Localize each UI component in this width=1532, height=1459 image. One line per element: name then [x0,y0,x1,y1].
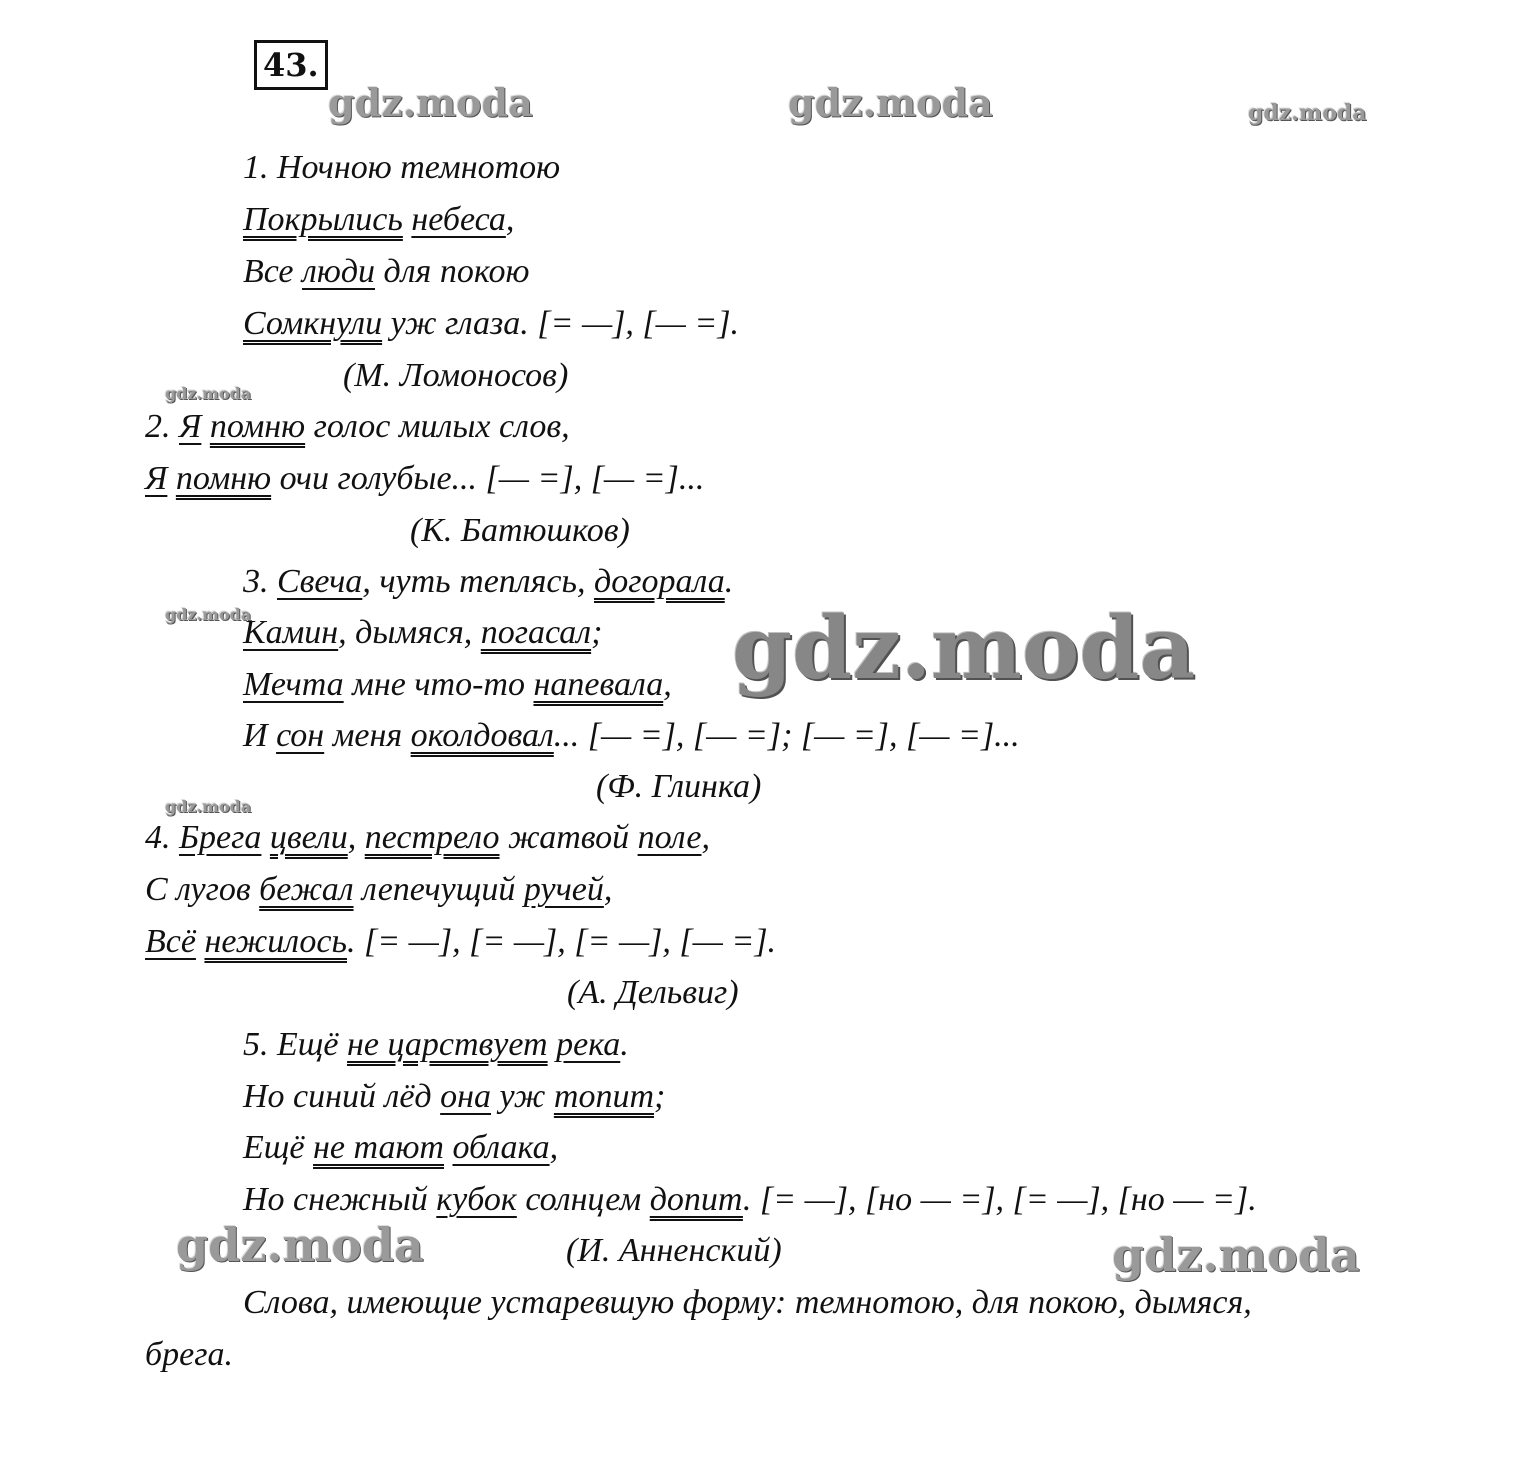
text-segment: для покою [375,253,530,290]
subject-word: небеса [411,201,506,238]
text-segment: . [= —], [но — =], [= —], [но — =]. [742,1181,1257,1218]
poem-4-author: (А. Дельвиг) [567,974,739,1011]
poem-1-line-1 [243,148,560,188]
predicate-word: бежал [259,871,354,908]
text-segment: , чуть теплясь, [362,563,594,600]
subject-word: Брега [179,819,262,856]
predicate-word: не тают [313,1129,444,1166]
text-segment: 4. [145,819,179,856]
poem-3-line-2 [243,613,602,653]
text-segment: уж глаза. [= —], [— =]. [382,305,740,342]
subject-word: облака [452,1129,550,1166]
predicate-word: пестрело [364,819,500,856]
predicate-word: нежилось [204,923,347,960]
poem-1-line-4 [243,304,739,344]
poem-2-author: (К. Батюшков) [410,512,630,549]
text-segment [548,1026,557,1063]
poem-5-line-4 [243,1180,1257,1220]
predicate-word: напевала [533,666,664,703]
text-segment: уж [491,1078,554,1115]
text-segment: лепечущий [353,871,524,908]
poem-5-line-3 [243,1128,558,1168]
poem-3-line-4 [243,716,1020,756]
text-segment: , [505,201,515,238]
watermark: gdz.moda [165,384,252,403]
subject-word: река [556,1026,621,1063]
predicate-word: Покрылись [243,201,403,238]
watermark: gdz.moda [1248,100,1367,126]
poem-3-line-1 [243,562,733,602]
subject-word: Мечта [243,666,344,703]
text-segment: солнцем [516,1181,650,1218]
text-segment: , [549,1129,559,1166]
poem-5-line-2 [243,1077,665,1117]
subject-word: Свеча [277,563,363,600]
subject-word: Камин [243,614,339,651]
predicate-word: погасал [480,614,592,651]
text-segment: Ещё [243,1129,314,1166]
text-segment: ; [591,614,603,651]
poem-1-line-3 [243,252,529,292]
text-segment: . [724,563,734,600]
conclusion-line-1: Слова, имеющие устаревшую форму: темнотою, для покою, дымяся, [243,1284,1252,1321]
text-segment: . [= —], [= —], [= —], [— =]. [347,923,777,960]
poem-4-line-3 [145,922,776,962]
text-segment: очи голубые... [— =], [— =]... [271,460,705,497]
poem-1-line-2 [243,200,514,240]
text-segment: голос милых слов, [305,408,570,445]
watermark: gdz.moda [788,80,993,125]
poem-2-line-2 [145,459,704,499]
text-segment: мне что-то [343,666,534,703]
text-segment: жатвой [499,819,638,856]
task-number: 43. [254,40,328,90]
predicate-word: Сомкнули [243,305,383,342]
predicate-word: помню [175,460,272,497]
text-segment: , [347,819,365,856]
subject-word: люди [302,253,376,290]
text-segment [167,460,176,497]
watermark: gdz.moda [1112,1228,1360,1282]
watermark: gdz.moda [732,598,1196,699]
subject-word: она [440,1078,492,1115]
watermark: gdz.moda [176,1218,424,1272]
watermark: gdz.moda [328,80,533,125]
poem-3-line-3 [243,665,672,705]
conclusion-line-2: брега. [145,1336,233,1373]
predicate-word: околдовал [410,717,554,754]
poem-3-author: (Ф. Глинка) [596,768,762,805]
predicate-word: помню [209,408,306,445]
text-segment: , [603,871,613,908]
subject-word: кубок [436,1181,517,1218]
subject-word: поле [637,819,702,856]
watermark: gdz.moda [165,605,252,624]
text-segment: , [701,819,710,856]
predicate-word: допит [649,1181,743,1218]
text-segment: ... [— =], [— =]; [— =], [— =]... [553,717,1020,754]
watermark: gdz.moda [165,797,252,816]
poem-4-line-1 [145,818,710,858]
poem-5-author: (И. Анненский) [566,1232,782,1269]
poem-2-line-1 [145,407,570,447]
text-segment: , дымяся, [338,614,481,651]
text-segment: , [663,666,672,703]
text-segment: Все [243,253,303,290]
text-segment [261,819,270,856]
subject-word: Я [179,408,202,445]
subject-word: Я [145,460,168,497]
subject-word: Всё [145,923,196,960]
text-segment: 3. [243,563,277,600]
text-segment: ; [654,1078,666,1115]
subject-word: ручей [523,871,604,908]
text-segment: И [243,717,277,754]
poem-4-line-2 [145,870,612,910]
poem-5-line-1 [243,1025,629,1065]
text-segment: 5. Ещё [243,1026,348,1063]
text-segment: 1. Ночною темнотою [243,149,561,186]
text-segment [201,408,210,445]
text-segment: . [620,1026,629,1063]
text-segment: Но синий лёд [243,1078,441,1115]
text-segment: С лугов [145,871,260,908]
text-segment: меня [324,717,411,754]
predicate-word: догорала [594,563,725,600]
predicate-word: цвели [269,819,348,856]
predicate-word: не царствует [347,1026,548,1063]
predicate-word: топит [553,1078,654,1115]
text-segment: 2. [145,408,179,445]
subject-word: сон [276,717,325,754]
poem-1-author: (М. Ломоносов) [343,357,569,394]
text-segment: Но снежный [243,1181,437,1218]
